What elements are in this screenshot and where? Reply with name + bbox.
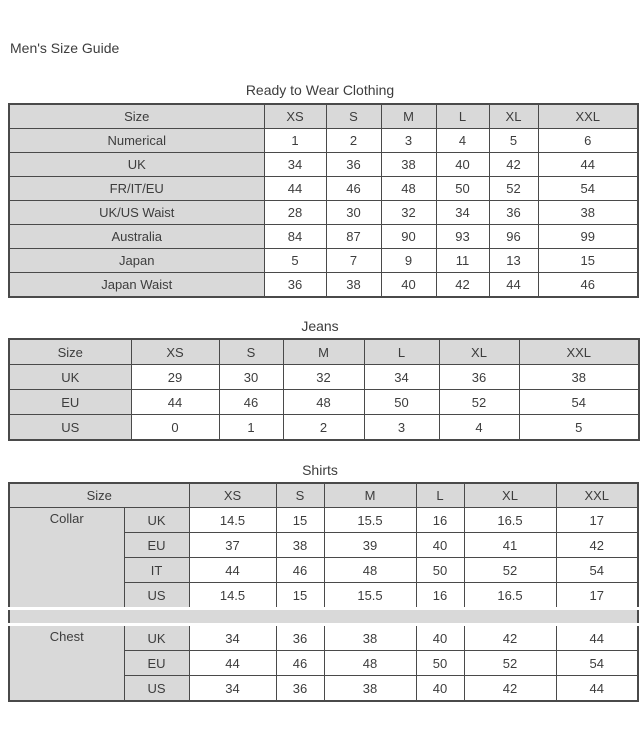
header-cell: XXL [519,339,639,365]
data-cell: 34 [189,676,276,702]
data-cell: 48 [324,651,416,676]
header-cell: L [416,483,464,508]
data-cell: 36 [326,153,381,177]
row-label-cell: IT [124,558,189,583]
header-cell: L [436,104,489,129]
data-cell: 14.5 [189,508,276,533]
data-cell: 36 [276,625,324,651]
data-cell: 16 [416,583,464,609]
header-cell: Size [9,339,131,365]
data-cell: 48 [381,177,436,201]
table-row [9,365,639,390]
data-cell: 38 [326,273,381,298]
data-cell: 1 [264,129,326,153]
data-cell: 30 [326,201,381,225]
row-label-cell: UK [124,625,189,651]
data-cell: 42 [436,273,489,298]
table-row [9,508,638,533]
header-cell: M [324,483,416,508]
header-cell: XS [131,339,219,365]
section-jeans [0,318,640,441]
data-cell: 54 [556,651,638,676]
data-cell: 96 [489,225,538,249]
table-shirts [8,482,639,702]
table-container-jeans [0,338,640,441]
header-cell: XXL [556,483,638,508]
data-cell: 42 [464,625,556,651]
data-cell: 40 [416,625,464,651]
data-cell: 44 [131,390,219,415]
data-cell: 0 [131,415,219,441]
data-cell: 15 [538,249,638,273]
header-cell: M [381,104,436,129]
data-cell: 16.5 [464,583,556,609]
row-label-cell: US [9,415,131,441]
row-label-cell: UK/US Waist [9,201,264,225]
header-cell: XL [489,104,538,129]
table-row [9,625,638,651]
header-cell: XL [464,483,556,508]
row-label-cell: FR/IT/EU [9,177,264,201]
data-cell: 99 [538,225,638,249]
table-container-ready-to-wear [0,103,640,298]
data-cell: 46 [219,390,283,415]
header-cell: M [283,339,364,365]
data-cell: 28 [264,201,326,225]
row-label-cell: UK [124,508,189,533]
header-cell: XXL [538,104,638,129]
data-cell: 34 [364,365,439,390]
row-label-cell: Numerical [9,129,264,153]
table-row [9,390,639,415]
data-cell: 44 [189,558,276,583]
row-label-cell: EU [9,390,131,415]
data-cell: 37 [189,533,276,558]
header-cell: Size [9,104,264,129]
data-cell: 50 [436,177,489,201]
header-cell: S [276,483,324,508]
row-label-cell: UK [9,365,131,390]
row-label-cell: Japan [9,249,264,273]
group-label-cell: Collar [9,508,124,609]
data-cell: 52 [489,177,538,201]
data-cell: 17 [556,508,638,533]
data-cell: 34 [436,201,489,225]
data-cell: 48 [283,390,364,415]
data-cell: 38 [519,365,639,390]
data-cell: 1 [219,415,283,441]
data-cell: 5 [519,415,639,441]
header-cell: L [364,339,439,365]
data-cell: 36 [276,676,324,702]
table-row [9,153,638,177]
section-ready-to-wear [0,82,640,298]
table-row [9,415,639,441]
section-title-shirts: Shirts [302,462,338,478]
data-cell: 52 [464,651,556,676]
data-cell: 39 [324,533,416,558]
data-cell: 36 [439,365,519,390]
data-cell: 16.5 [464,508,556,533]
data-cell: 54 [519,390,639,415]
header-cell: S [219,339,283,365]
section-shirts [0,462,640,702]
row-label-cell: UK [9,153,264,177]
data-cell: 2 [283,415,364,441]
data-cell: 38 [324,676,416,702]
data-cell: 15.5 [324,508,416,533]
data-cell: 42 [556,533,638,558]
data-cell: 50 [416,558,464,583]
data-cell: 16 [416,508,464,533]
data-cell: 40 [416,676,464,702]
data-cell: 41 [464,533,556,558]
data-cell: 44 [556,676,638,702]
data-cell: 7 [326,249,381,273]
table-row [9,273,638,298]
data-cell: 5 [264,249,326,273]
table-row [9,129,638,153]
table-row [9,201,638,225]
data-cell: 17 [556,583,638,609]
data-cell: 50 [416,651,464,676]
separator-cell [9,609,638,625]
data-cell: 50 [364,390,439,415]
data-cell: 46 [276,558,324,583]
data-cell: 44 [538,153,638,177]
data-cell: 44 [264,177,326,201]
data-cell: 36 [489,201,538,225]
data-cell: 3 [364,415,439,441]
table-row [9,177,638,201]
data-cell: 87 [326,225,381,249]
data-cell: 4 [436,129,489,153]
row-label-cell: EU [124,533,189,558]
header-row [9,104,638,129]
section-title-jeans: Jeans [301,318,339,334]
row-label-cell: EU [124,651,189,676]
data-cell: 90 [381,225,436,249]
data-cell: 3 [381,129,436,153]
data-cell: 40 [381,273,436,298]
data-cell: 32 [381,201,436,225]
data-cell: 34 [189,625,276,651]
data-cell: 15.5 [324,583,416,609]
data-cell: 52 [464,558,556,583]
data-cell: 36 [264,273,326,298]
data-cell: 29 [131,365,219,390]
section-title-ready-to-wear: Ready to Wear Clothing [245,82,395,98]
data-cell: 46 [276,651,324,676]
header-cell: S [326,104,381,129]
data-cell: 52 [439,390,519,415]
data-cell: 5 [489,129,538,153]
row-label-cell: US [124,676,189,702]
header-cell: Size [9,483,189,508]
data-cell: 44 [489,273,538,298]
table-row [9,249,638,273]
table-row [9,225,638,249]
data-cell: 15 [276,583,324,609]
row-label-cell: Japan Waist [9,273,264,298]
data-cell: 54 [556,558,638,583]
page-title: Men's Size Guide [10,40,120,56]
data-cell: 6 [538,129,638,153]
data-cell: 44 [189,651,276,676]
data-cell: 54 [538,177,638,201]
data-cell: 44 [556,625,638,651]
header-row [9,483,638,508]
header-cell: XS [264,104,326,129]
data-cell: 38 [276,533,324,558]
data-cell: 11 [436,249,489,273]
header-cell: XL [439,339,519,365]
row-label-cell: Australia [9,225,264,249]
data-cell: 38 [538,201,638,225]
table-container-shirts [0,482,640,702]
data-cell: 38 [381,153,436,177]
data-cell: 46 [538,273,638,298]
data-cell: 46 [326,177,381,201]
data-cell: 14.5 [189,583,276,609]
data-cell: 15 [276,508,324,533]
data-cell: 42 [464,676,556,702]
data-cell: 2 [326,129,381,153]
data-cell: 40 [436,153,489,177]
data-cell: 42 [489,153,538,177]
data-cell: 30 [219,365,283,390]
header-row [9,339,639,365]
data-cell: 93 [436,225,489,249]
data-cell: 9 [381,249,436,273]
group-label-cell: Chest [9,625,124,702]
data-cell: 84 [264,225,326,249]
header-cell: XS [189,483,276,508]
separator-row [9,609,638,625]
table-ready-to-wear [8,103,639,298]
data-cell: 13 [489,249,538,273]
data-cell: 48 [324,558,416,583]
data-cell: 38 [324,625,416,651]
data-cell: 34 [264,153,326,177]
row-label-cell: US [124,583,189,609]
data-cell: 40 [416,533,464,558]
data-cell: 4 [439,415,519,441]
table-jeans [8,338,640,441]
data-cell: 32 [283,365,364,390]
